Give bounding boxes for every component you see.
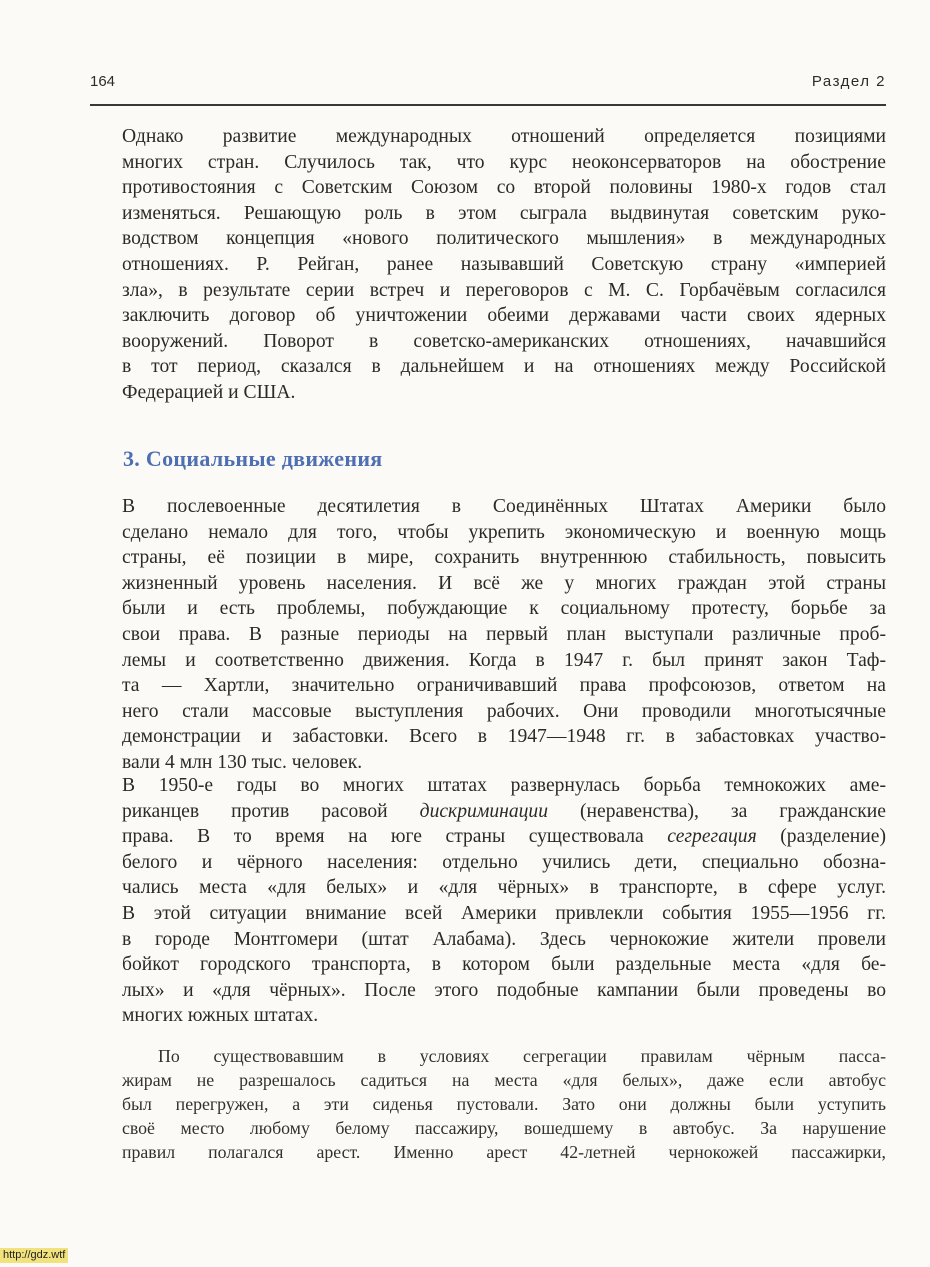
text-line: вооружений. Поворот в советско-американских отношениях, начавшийся	[122, 330, 886, 352]
text-span: права. В то время на юге страны существовала	[122, 826, 668, 848]
text-line: были и есть проблемы, побуждающие к социальному протесту, борьбе за	[122, 598, 886, 620]
page-number: 164	[90, 73, 116, 90]
text-line: правил полагался арест. Именно арест 42-летней чернокожей пассажирки,	[122, 1142, 886, 1162]
text-span: (неравенства), за гражданские	[548, 800, 886, 822]
text-line: В этой ситуации внимание всей Америки привлекли события 1955—1956 гг.	[122, 902, 886, 924]
text-line: жирам не разрешалось садиться на места «для белых», даже если автобус	[122, 1070, 886, 1090]
section-heading: 3. Социальные движения	[123, 446, 383, 471]
text-line: жизненный уровень населения. И всё же у многих граждан этой страны	[122, 572, 886, 594]
text-line: заключить договор об уничтожении обеими державами части своих ядерных	[122, 305, 886, 327]
text-line: лемы и соответственно движения. Когда в 1947 г. был принят закон Таф-	[122, 649, 886, 671]
text-span: (разделение)	[756, 826, 886, 848]
text-line: вали 4 млн 130 тыс. человек.	[122, 751, 363, 773]
paragraph-postwar-decades	[122, 494, 886, 776]
term-discrimination: дискриминации	[419, 800, 549, 822]
text-line: сделано немало для того, чтобы укрепить экономическую и военную мощь	[122, 521, 886, 543]
text-line: многих южных штатах.	[122, 1005, 319, 1027]
text-line: в тот период, сказался в дальнейшем и на отношениях между Российской	[122, 356, 886, 378]
text-line: демонстрации и забастовки. Всего в 1947—1948 гг. в забастовках участво-	[122, 726, 886, 748]
text-line: своё место любому белому пассажиру, вошедшему в автобус. За нарушение	[122, 1118, 886, 1138]
text-line: В послевоенные десятилетия в Соединённых Штатах Америки было	[122, 496, 886, 517]
page-header	[90, 70, 886, 106]
text-line: В 1950-е годы во многих штатах развернулась борьба темнокожих аме-	[122, 775, 886, 796]
term-segregation: сегрегация	[667, 826, 757, 848]
text-line	[122, 799, 886, 825]
text-line: Однако развитие международных отношений определяется позициями	[122, 126, 886, 147]
text-line: противостояния с Советским Союзом со второй половины 1980-х годов стал	[122, 177, 886, 199]
text-span: риканцев против расовой	[122, 800, 420, 822]
text-line: белого и чёрного населения: отдельно учились дети, специально обозна-	[122, 851, 886, 873]
text-line: По существовавшим в условиях сегрегации правилам чёрным пасса-	[158, 1046, 886, 1066]
text-line: зла», в результате серии встреч и переговоров с М. С. Горбачёвым согласился	[122, 279, 886, 301]
text-line	[122, 824, 886, 850]
supplementary-text-block	[122, 1044, 886, 1164]
watermark-link[interactable]: http://gdz.wtf	[0, 1248, 68, 1263]
text-line: в городе Монтгомери (штат Алабама). Здесь чернокожие жители провели	[122, 928, 886, 950]
paragraph-civil-rights	[122, 773, 886, 1029]
text-line: лых» и «для чёрных». После этого подобные кампании были проведены во	[122, 979, 886, 1001]
paragraph-international-relations	[122, 124, 886, 406]
text-line: был перегружен, а эти сиденья пустовали. Зато они должны были уступить	[122, 1094, 886, 1114]
text-line: водством концепция «нового политического мышления» в международных	[122, 228, 886, 250]
text-line: него стали массовые выступления рабочих. Они проводили многотысячные	[122, 700, 886, 722]
text-line: многих стран. Случилось так, что курс неоконсерваторов на обострение	[122, 151, 886, 173]
text-line: страны, её позиции в мире, сохранить внутреннюю стабильность, повысить	[122, 547, 886, 569]
text-line: Федерацией и США.	[122, 381, 296, 403]
text-line: свои права. В разные периоды на первый план выступали различные проб-	[122, 623, 886, 645]
text-line: чались места «для белых» и «для чёрных» в транспорте, в сфере услуг.	[122, 877, 886, 899]
section-label: Раздел 2	[811, 73, 886, 90]
text-line: изменяться. Решающую роль в этом сыграла выдвинутая советским руко-	[122, 202, 886, 224]
text-line: отношениях. Р. Рейган, ранее называвший Советскую страну «империей	[122, 253, 886, 275]
text-line: бойкот городского транспорта, в котором были раздельные места «для бе-	[122, 954, 886, 976]
text-line: та — Хартли, значительно ограничивавший права профсоюзов, ответом на	[122, 675, 886, 697]
